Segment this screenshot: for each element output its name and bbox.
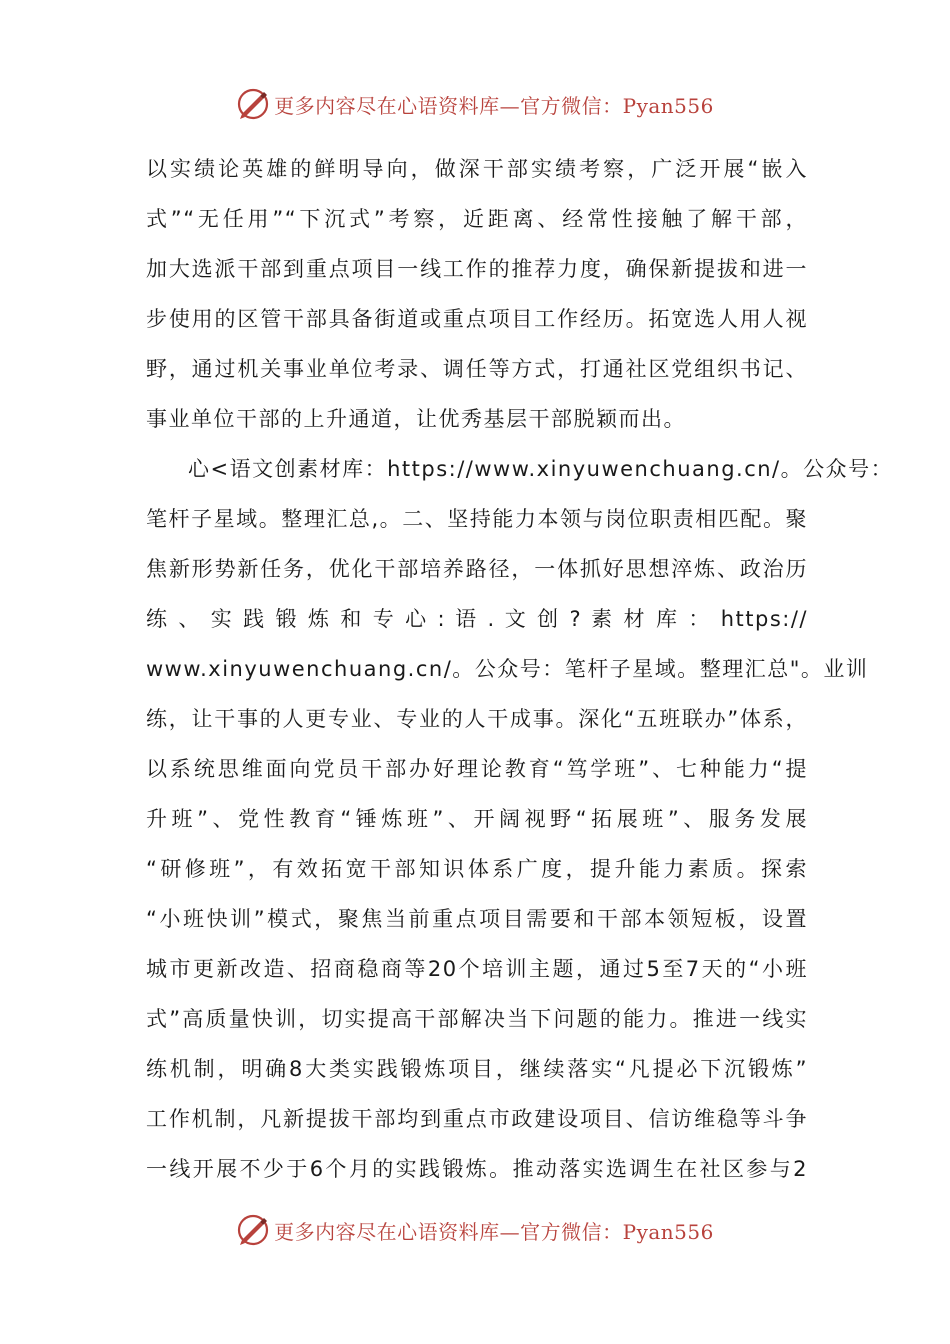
document-body [146, 144, 894, 1194]
body-line: “研修班”，有效拓宽干部知识体系广度，提升能力素质。探索 [146, 857, 808, 881]
body-line: 笔杆子星域。整理汇总,。二、坚持能力本领与岗位职责相匹配。聚 [146, 507, 808, 531]
body-line: 工作机制，凡新提拔干部均到重点市政建设项目、信访维稳等斗争 [146, 1107, 808, 1131]
body-line: 一线开展不少于6个月的实践锻炼。推动落实选调生在社区参与2 [146, 1157, 808, 1181]
body-line: 以实绩论英雄的鲜明导向，做深干部实绩考察，广泛开展“嵌入 [146, 157, 808, 181]
body-line: 式”高质量快训，切实提高干部解决当下问题的能力。推进一线实 [146, 1007, 808, 1031]
body-line: 以系统思维面向党员干部办好理论教育“笃学班”、七种能力“提 [146, 757, 808, 781]
body-line: 事业单位干部的上升通道，让优秀基层干部脱颖而出。 [146, 407, 686, 431]
footer-banner [0, 1206, 950, 1254]
body-line: 练 、 实 践 锻 炼 和 专 心 : 语 . 文 创 ? 素 材 库 ： https:// [146, 607, 808, 631]
body-line: 野，通过机关事业单位考录、调任等方式，打通社区党组织书记、 [146, 357, 808, 381]
body-line: 练，让干事的人更专业、专业的人干成事。深化“五班联办”体系， [146, 707, 808, 731]
header-banner-text: 更多内容尽在心语资料库—官方微信：Pyan556 [274, 93, 714, 118]
body-line: 焦新形势新任务，优化干部培养路径，一体抓好思想淬炼、政治历 [146, 557, 808, 581]
body-line: 城市更新改造、招商稳商等20个培训主题，通过5至7天的“小班 [146, 957, 808, 981]
footer-banner-text: 更多内容尽在心语资料库—官方微信：Pyan556 [274, 1219, 714, 1244]
pen-logo-icon [236, 87, 270, 121]
body-line: “小班快训”模式，聚焦当前重点项目需要和干部本领短板，设置 [146, 907, 808, 931]
body-line: 步使用的区管干部具备街道或重点项目工作经历。拓宽选人用人视 [146, 307, 808, 331]
pen-logo-icon [236, 1213, 270, 1247]
body-line: 升班”、党性教育“锤炼班”、开阔视野“拓展班”、服务发展 [146, 807, 808, 831]
body-line: 加大选派干部到重点项目一线工作的推荐力度，确保新提拔和进一 [146, 257, 808, 281]
body-line: 式”“无任用”“下沉式”考察，近距离、经常性接触了解干部， [146, 207, 808, 231]
body-line: 心<语文创素材库：https://www.xinyuwenchuang.cn/。公众号： [188, 457, 894, 481]
body-line: www.xinyuwenchuang.cn/。公众号：笔杆子星域。整理汇总"。业训 [146, 657, 869, 681]
header-banner [0, 80, 950, 128]
body-line: 练机制，明确8大类实践锻炼项目，继续落实“凡提必下沉锻炼” [146, 1057, 808, 1081]
